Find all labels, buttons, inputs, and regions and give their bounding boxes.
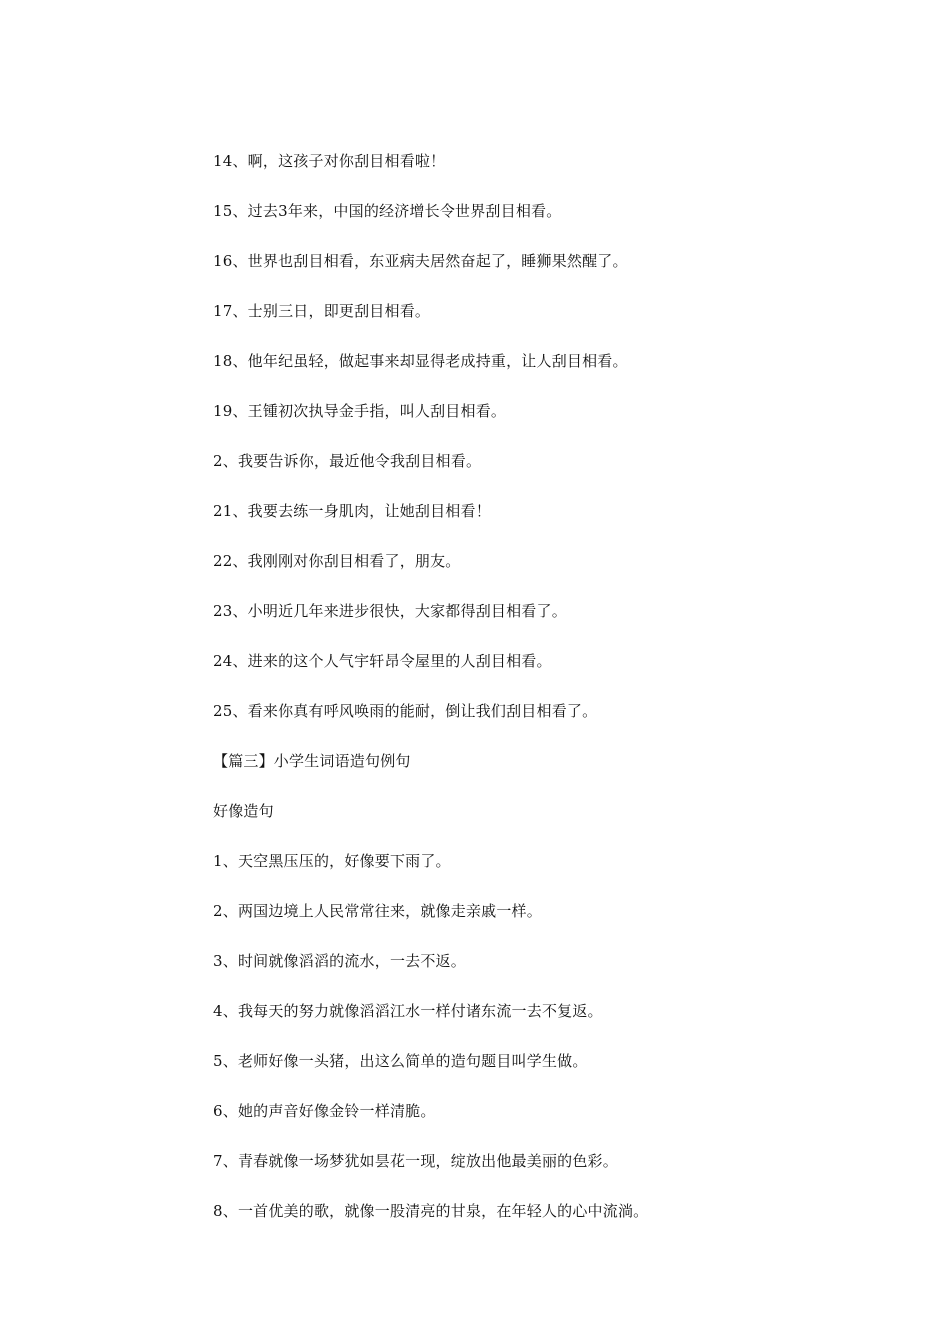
sentence-line: 18、他年纪虽轻，做起事来却显得老成持重，让人刮目相看。 <box>213 352 628 370</box>
sentence-line: 21、我要去练一身肌肉，让她刮目相看！ <box>213 502 491 520</box>
sentence-line: 14、啊，这孩子对你刮目相看啦！ <box>213 152 446 170</box>
sentence-line: 22、我刚刚对你刮目相看了，朋友。 <box>213 552 461 570</box>
sentence-line: 7、青春就像一场梦犹如昙花一现，绽放出他最美丽的色彩。 <box>213 1152 618 1170</box>
sentence-line: 1、天空黑压压的，好像要下雨了。 <box>213 852 451 870</box>
sentence-line: 15、过去3年来，中国的经济增长令世界刮目相看。 <box>213 202 562 220</box>
sentence-line: 8、一首优美的歌，就像一股清亮的甘泉，在年轻人的心中流淌。 <box>213 1202 649 1220</box>
subsection-heading: 好像造句 <box>213 802 274 820</box>
sentence-line: 5、老师好像一头猪，出这么简单的造句题目叫学生做。 <box>213 1052 588 1070</box>
sentence-line: 16、世界也刮目相看，东亚病夫居然奋起了，睡狮果然醒了。 <box>213 252 628 270</box>
sentence-line: 17、士别三日，即更刮目相看。 <box>213 302 431 320</box>
sentence-line: 25、看来你真有呼风唤雨的能耐，倒让我们刮目相看了。 <box>213 702 598 720</box>
sentence-line: 4、我每天的努力就像滔滔江水一样付诸东流一去不复返。 <box>213 1002 603 1020</box>
sentence-line: 23、小明近几年来进步很快，大家都得刮目相看了。 <box>213 602 567 620</box>
sentence-line: 24、进来的这个人气宇轩昂令屋里的人刮目相看。 <box>213 652 552 670</box>
document-body <box>213 148 913 1248</box>
section-heading: 【篇三】小学生词语造句例句 <box>213 752 411 770</box>
sentence-line: 2、两国边境上人民常常往来，就像走亲戚一样。 <box>213 902 542 920</box>
sentence-line: 2、我要告诉你，最近他令我刮目相看。 <box>213 452 482 470</box>
sentence-line: 19、王锺初次执导金手指，叫人刮目相看。 <box>213 402 507 420</box>
sentence-line: 3、时间就像滔滔的流水，一去不返。 <box>213 952 466 970</box>
sentence-line: 6、她的声音好像金铃一样清脆。 <box>213 1102 436 1120</box>
